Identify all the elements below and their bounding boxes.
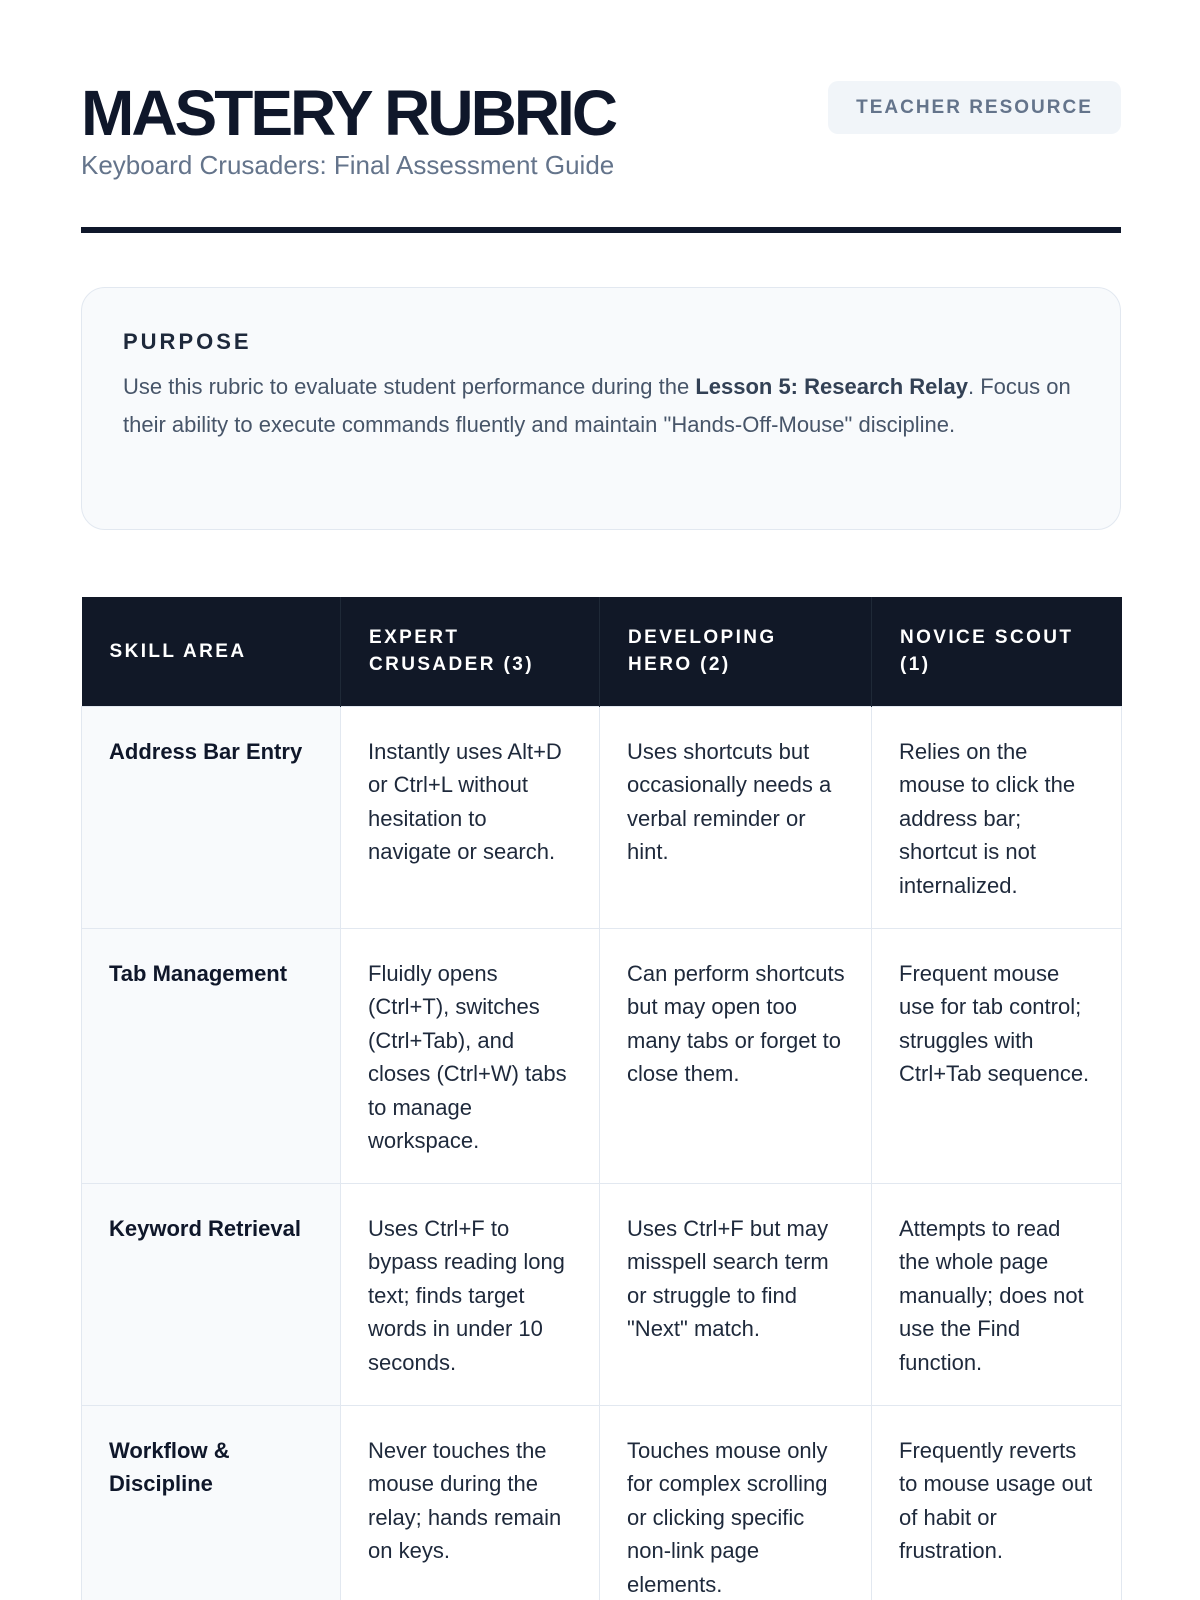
page-title: MASTERY RUBRIC <box>81 77 616 149</box>
purpose-text-before: Use this rubric to evaluate student performance during the <box>123 374 696 399</box>
column-header-developing: DEVELOPING HERO (2) <box>600 597 872 706</box>
purpose-text <box>123 368 1079 444</box>
skill-cell: Keyword Retrieval <box>82 1183 341 1405</box>
table-row <box>82 706 1122 928</box>
novice-cell: Relies on the mouse to click the address bar; shortcut is not internalized. <box>872 706 1122 928</box>
column-header-novice: NOVICE SCOUT (1) <box>872 597 1122 706</box>
novice-cell: Attempts to read the whole page manually; does not use the Find function. <box>872 1183 1122 1405</box>
developing-cell: Can perform shortcuts but may open too many tabs or forget to close them. <box>600 928 872 1183</box>
table-row <box>82 1183 1122 1405</box>
novice-cell: Frequent mouse use for tab control; struggles with Ctrl+Tab sequence. <box>872 928 1122 1183</box>
skill-cell: Tab Management <box>82 928 341 1183</box>
skill-cell: Workflow & Discipline <box>82 1405 341 1600</box>
table-row <box>82 1405 1122 1600</box>
teacher-resource-badge: TEACHER RESOURCE <box>828 81 1121 134</box>
expert-cell: Uses Ctrl+F to bypass reading long text; finds target words in under 10 seconds. <box>341 1183 600 1405</box>
rubric-table <box>81 597 1122 1600</box>
purpose-lesson-name: Lesson 5: Research Relay <box>695 374 969 399</box>
table-row <box>82 928 1122 1183</box>
header-row <box>82 597 1122 706</box>
expert-cell: Fluidly opens (Ctrl+T), switches (Ctrl+Tab), and closes (Ctrl+W) tabs to manage workspace. <box>341 928 600 1183</box>
developing-cell: Uses shortcuts but occasionally needs a verbal reminder or hint. <box>600 706 872 928</box>
page-subtitle: Keyboard Crusaders: Final Assessment Guide <box>81 150 615 180</box>
expert-cell: Instantly uses Alt+D or Ctrl+L without hesitation to navigate or search. <box>341 706 600 928</box>
column-header-expert: EXPERT CRUSADER (3) <box>341 597 600 706</box>
rubric-body <box>82 706 1122 1600</box>
page-header <box>81 78 1121 178</box>
column-header-skill-area: SKILL AREA <box>82 597 341 706</box>
purpose-text-after: . Focus on their ability to execute commands fluently and maintain "Hands-Off-Mouse" discipline. <box>123 374 1071 437</box>
rubric-header <box>82 597 1122 706</box>
header-divider <box>81 227 1121 233</box>
novice-cell: Frequently reverts to mouse usage out of habit or frustration. <box>872 1405 1122 1600</box>
purpose-heading: PURPOSE <box>123 329 252 354</box>
expert-cell: Never touches the mouse during the relay; hands remain on keys. <box>341 1405 600 1600</box>
developing-cell: Uses Ctrl+F but may misspell search term or struggle to find "Next" match. <box>600 1183 872 1405</box>
skill-cell: Address Bar Entry <box>82 706 341 928</box>
purpose-box <box>81 287 1121 530</box>
developing-cell: Touches mouse only for complex scrolling or clicking specific non-link page elements. <box>600 1405 872 1600</box>
